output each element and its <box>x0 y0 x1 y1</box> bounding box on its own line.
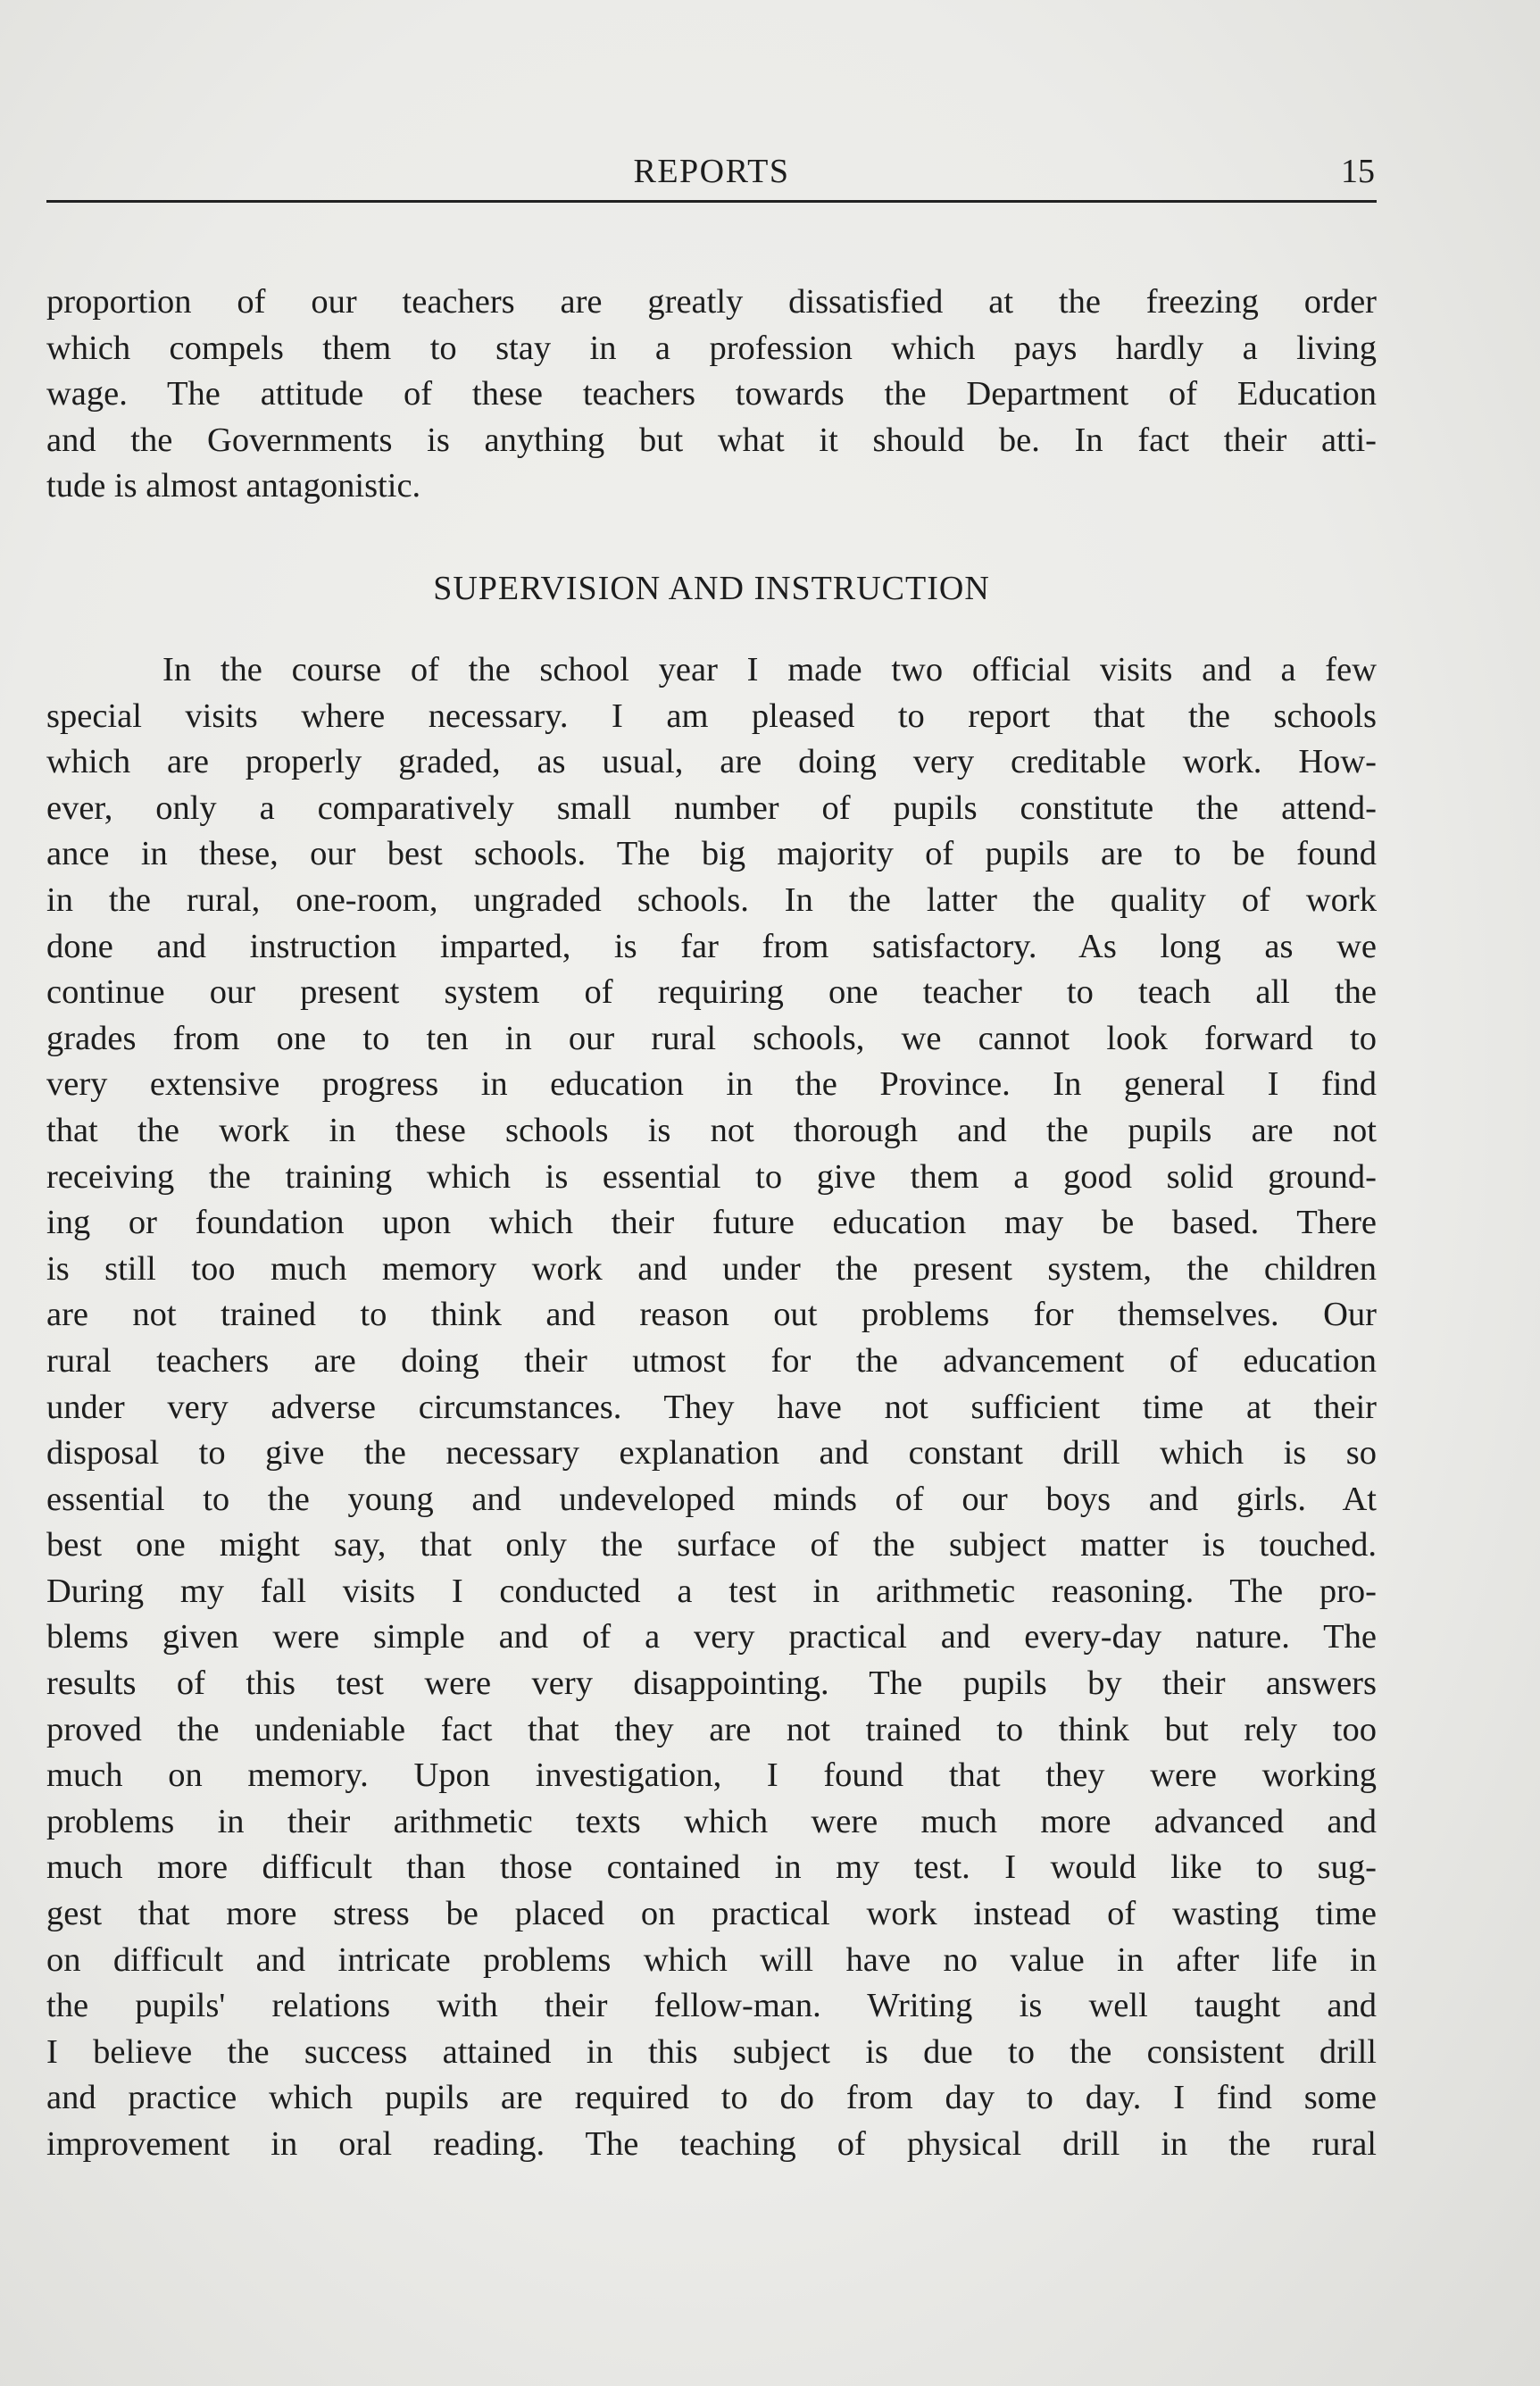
text-line: are not trained to think and reason out problems for themselves. Our <box>46 1296 1377 1334</box>
text-line: During my fall visits I conducted a test in arithmetic reasoning. The pro- <box>46 1572 1377 1610</box>
text-line: proved the undeniable fact that they are not trained to think but rely too <box>46 1710 1377 1748</box>
text-line: much on memory. Upon investigation, I found that they were working <box>46 1756 1377 1795</box>
text-line: is still too much memory work and under the present system, the children <box>46 1249 1377 1288</box>
paragraph-continuation <box>46 279 1377 510</box>
text-line: proportion of our teachers are greatly dissatisfied at the freezing order <box>46 283 1377 321</box>
text-line: ever, only a comparatively small number of pupils constitute the attend- <box>46 788 1377 827</box>
text-line: which compels them to stay in a profession which pays hardly a living <box>46 329 1377 367</box>
text-line: blems given were simple and of a very practical and every-day nature. The <box>46 1618 1377 1656</box>
text-line: done and instruction imparted, is far from satisfactory. As long as we <box>46 927 1377 965</box>
text-line: and practice which pupils are required to do from day to day. I find some <box>46 2079 1377 2117</box>
text-line: that the work in these schools is not thorough and the pupils are not <box>46 1111 1377 1149</box>
text-line: the pupils' relations with their fellow-man. Writing is well taught and <box>46 1987 1377 2025</box>
text-line: grades from one to ten in our rural schools, we cannot look forward to <box>46 1019 1377 1057</box>
text-line: receiving the training which is essential to give them a good solid ground- <box>46 1157 1377 1196</box>
running-header-title: REPORTS <box>633 153 790 190</box>
text-line: very extensive progress in education in the Province. In general I find <box>46 1065 1377 1104</box>
text-line: ing or foundation upon which their future education may be based. There <box>46 1204 1377 1242</box>
text-line: essential to the young and undeveloped minds of our boys and girls. At <box>46 1480 1377 1518</box>
text-line: ance in these, our best schools. The big majority of pupils are to be found <box>46 835 1377 873</box>
running-header <box>46 150 1377 203</box>
text-line: tude is almost antagonistic. <box>46 467 421 505</box>
paragraph-supervision <box>46 647 1377 2168</box>
text-line: special visits where necessary. I am pleased to report that the schools <box>46 697 1377 735</box>
text-line: which are properly graded, as usual, are doing very creditable work. How- <box>46 743 1377 781</box>
text-line: rural teachers are doing their utmost for the advancement of education <box>46 1341 1377 1380</box>
text-line: problems in their arithmetic texts which were much more advanced and <box>46 1802 1377 1840</box>
text-line: on difficult and intricate problems which will have no value in after life in <box>46 1940 1377 1979</box>
text-line: In the course of the school year I made two official visits and a few <box>162 651 1377 688</box>
text-line: much more difficult than those contained in my test. I would like to sug- <box>46 1848 1377 1887</box>
text-line: in the rural, one-room, ungraded schools. In the latter the quality of work <box>46 880 1377 919</box>
text-line: gest that more stress be placed on practical work instead of wasting time <box>46 1895 1377 1933</box>
page-number: 15 <box>1341 153 1375 190</box>
text-line: I believe the success attained in this subject is due to the consistent drill <box>46 2032 1377 2071</box>
text-line: wage. The attitude of these teachers towards the Department of Education <box>46 375 1377 413</box>
text-line: disposal to give the necessary explanation and constant drill which is so <box>46 1434 1377 1472</box>
text-line: continue our present system of requiring one teacher to teach all the <box>46 973 1377 1012</box>
text-line: results of this test were very disappointing. The pupils by their answers <box>46 1664 1377 1703</box>
text-line: improvement in oral reading. The teaching of physical drill in the rural <box>46 2125 1377 2163</box>
text-line: and the Governments is anything but what it should be. In fact their atti- <box>46 421 1377 459</box>
section-heading: SUPERVISION AND INSTRUCTION <box>433 570 990 607</box>
text-line: best one might say, that only the surface of the subject matter is touched. <box>46 1526 1377 1564</box>
text-line: under very adverse circumstances. They have not sufficient time at their <box>46 1388 1377 1426</box>
